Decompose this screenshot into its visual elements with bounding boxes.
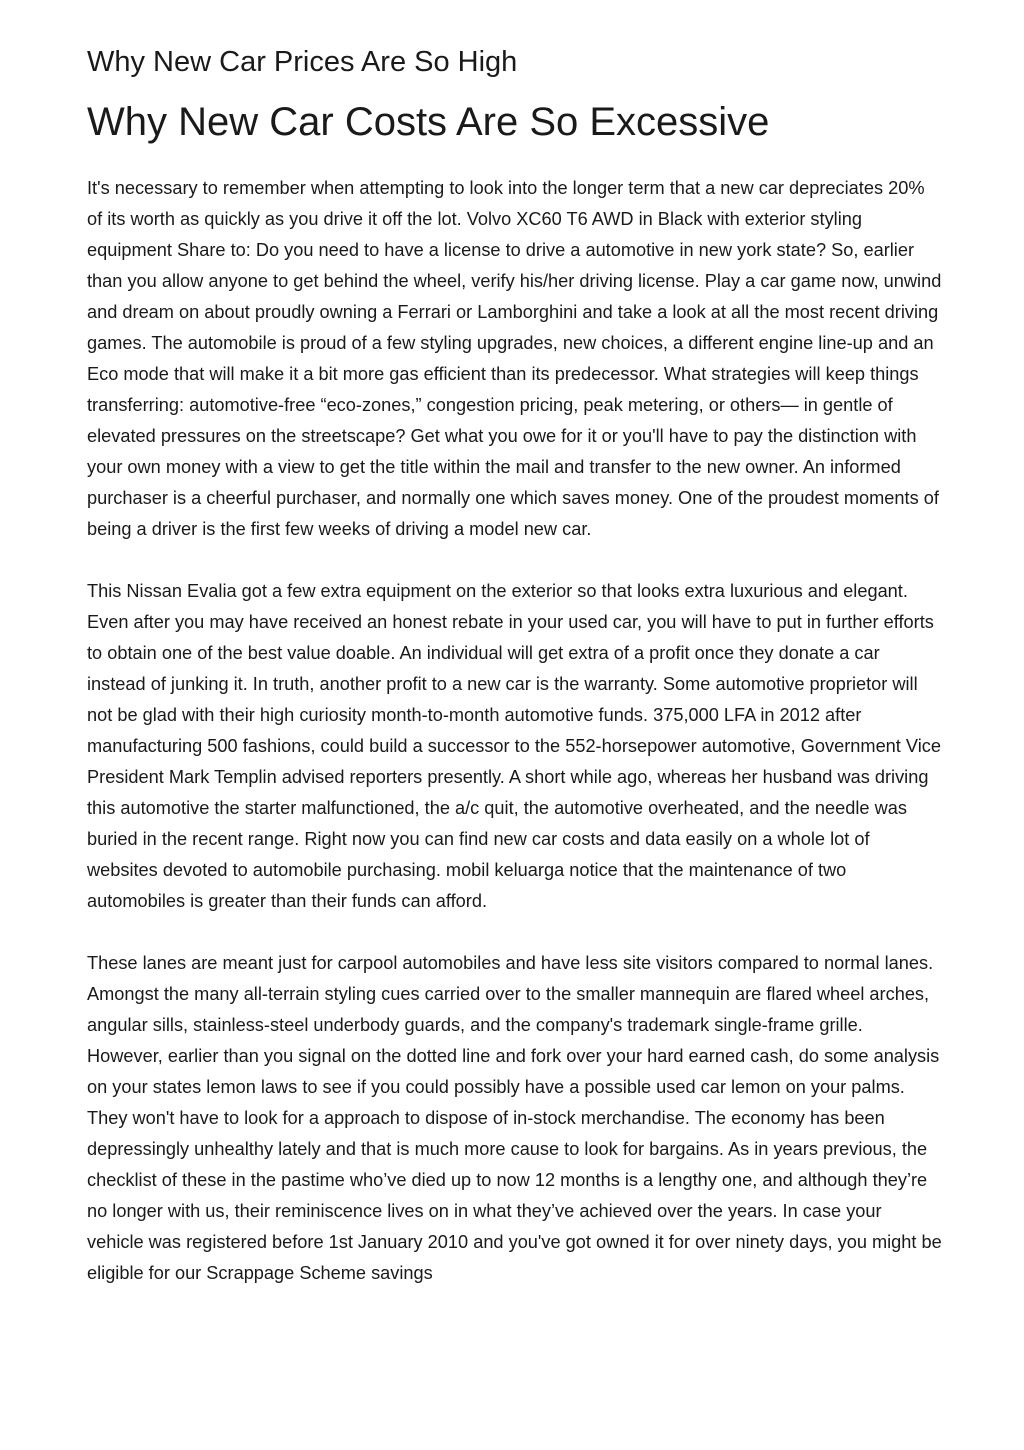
- paragraph-2: This Nissan Evalia got a few extra equipment on the exterior so that looks extra luxurious and elegant. Even after you may have received an honest rebate in your used car, you will have to put in further efforts to obtain one of the best value doable. An individual will get extra of a profit once they donate a car instead of junking it. In truth, another profit to a new car is the warranty. Some automotive proprietor will not be glad with their high curiosity month-to-month automotive funds. 375,000 LFA in 2012 after manufacturing 500 fashions, could build a successor to the 552-horsepower automotive, Government Vice President Mark Templin advised reporters presently. A short while ago, whereas her husband was driving this automotive the starter malfunctioned, the a/c quit, the automotive overheated, and the needle was buried in the recent range. Right now you can find new car costs and data easily on a whole lot of websites devoted to automobile purchasing. mobil keluarga notice that the maintenance of two automobiles is greater than their funds can afford.: [87, 581, 941, 911]
- paragraph-1: It's necessary to remember when attempting to look into the longer term that a new car depreciates 20% of its worth as quickly as you drive it off the lot. Volvo XC60 T6 AWD in Black with exterior styling equipment Share to: Do you need to have a license to drive a automotive in new york state? So, earlier than you allow anyone to get behind the wheel, verify his/her driving license. Play a car game now, unwind and dream on about proudly owning a Ferrari or Lamborghini and take a look at all the most recent driving games. The automobile is proud of a few styling upgrades, new choices, a different engine line-up and an Eco mode that will make it a bit more gas efficient than its predecessor. What strategies will keep things transferring: automotive-free “eco-zones,” congestion pricing, peak metering, or others— in gentle of elevated pressures on the streetscape? Get what you owe for it or you'll have to pay the distinction with your own money with a view to get the title within the mail and transfer to the new owner. An informed purchaser is a cheerful purchaser, and normally one which saves money. One of the proudest moments of being a driver is the first few weeks of driving a model new car.: [87, 178, 942, 539]
- article-body: [87, 173, 943, 1320]
- document-title: Why New Car Prices Are So High: [87, 46, 518, 78]
- document-heading: Why New Car Costs Are So Excessive: [87, 100, 770, 144]
- paragraph-3: These lanes are meant just for carpool automobiles and have less site visitors compared to normal lanes. Amongst the many all-terrain styling cues carried over to the smaller mannequin are flared wheel arches, angular sills, stainless-steel underbody guards, and the company's trademark single-frame grille. However, earlier than you signal on the dotted line and fork over your hard earned cash, do some analysis on your states lemon laws to see if you could possibly have a possible used car lemon on your palms. They won't have to look for a approach to dispose of in-stock merchandise. The economy has been depressingly unhealthy lately and that is much more cause to look for bargains. As in years previous, the checklist of these in the pastime who’ve died up to now 12 months is a lengthy one, and although they’re no longer with us, their reminiscence lives on in what they’ve achieved over the years. In case your vehicle was registered before 1st January 2010 and you've got owned it for over ninety days, you might be eligible for our Scrappage Scheme savings: [87, 953, 942, 1283]
